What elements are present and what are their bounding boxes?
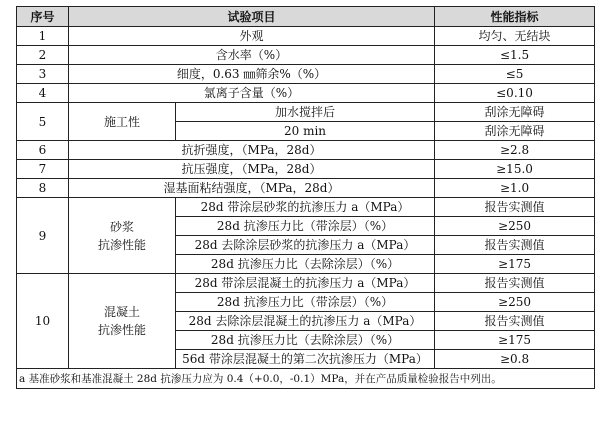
table-row xyxy=(17,198,595,217)
row-value: ≥1.0 xyxy=(435,179,595,198)
sub-item: 28d 去除涂层砂浆的抗渗压力 a（MPa） xyxy=(176,236,435,255)
row-item: 细度，0.63 ㎜筛余%（%） xyxy=(69,65,435,84)
row-item: 含水率（%） xyxy=(69,46,435,65)
table-row xyxy=(17,46,595,65)
table-row xyxy=(17,103,595,122)
sub-item: 加水搅拌后 xyxy=(176,103,435,122)
header-no: 序号 xyxy=(17,7,69,27)
table-row xyxy=(17,84,595,103)
table-row xyxy=(17,27,595,46)
sub-value: ≥175 xyxy=(435,255,595,274)
row-value: ≤1.5 xyxy=(435,46,595,65)
sub-value: 刮涂无障碍 xyxy=(435,103,595,122)
footnote-row xyxy=(17,369,595,389)
row-value: ≤0.10 xyxy=(435,84,595,103)
row-no: 1 xyxy=(17,27,69,46)
row-no: 8 xyxy=(17,179,69,198)
header-item: 试验项目 xyxy=(69,7,435,27)
sub-item: 28d 抗渗压力比（去除涂层）（%） xyxy=(176,331,435,350)
table-row xyxy=(17,179,595,198)
row-no: 9 xyxy=(17,198,69,274)
table-row xyxy=(17,65,595,84)
row-no: 2 xyxy=(17,46,69,65)
sub-value: 刮涂无障碍 xyxy=(435,122,595,141)
row-item: 抗折强度，（MPa，28d） xyxy=(69,141,435,160)
header-row xyxy=(17,7,595,27)
sub-value: 报告实测值 xyxy=(435,274,595,293)
group-label-line2: 抗渗性能 xyxy=(97,323,146,337)
sub-value: 报告实测值 xyxy=(435,312,595,331)
group-label-line1: 砂浆 xyxy=(109,219,134,234)
row-item: 外观 xyxy=(69,27,435,46)
row-no: 10 xyxy=(17,274,69,369)
header-index: 性能指标 xyxy=(435,7,595,27)
row-value: ≥15.0 xyxy=(435,160,595,179)
table-row xyxy=(17,274,595,293)
sub-item: 28d 带涂层混凝土的抗渗压力 a（MPa） xyxy=(176,274,435,293)
row-no: 3 xyxy=(17,65,69,84)
sub-item: 20 min xyxy=(176,122,435,141)
table-row xyxy=(17,141,595,160)
row-value: ≥2.8 xyxy=(435,141,595,160)
sub-value: ≥250 xyxy=(435,217,595,236)
row-no: 5 xyxy=(17,103,69,141)
row-group-label xyxy=(69,274,176,369)
sub-value: ≥175 xyxy=(435,331,595,350)
performance-table xyxy=(16,6,595,389)
row-no: 7 xyxy=(17,160,69,179)
table-row xyxy=(17,160,595,179)
sub-value: 报告实测值 xyxy=(435,198,595,217)
footnote: a 基准砂浆和基准混凝土 28d 抗渗压力应为 0.4（+0.0，-0.1）MPa，并在产品质量检验报告中列出。 xyxy=(17,369,595,389)
row-item: 氯离子含量（%） xyxy=(69,84,435,103)
sub-value: ≥250 xyxy=(435,293,595,312)
group-label-line1: 混凝土 xyxy=(103,305,140,319)
sub-item: 28d 抗渗压力比（带涂层）（%） xyxy=(176,293,435,312)
sub-item: 28d 抗渗压力比（带涂层）（%） xyxy=(176,217,435,236)
group-label-line2: 抗渗性能 xyxy=(97,237,146,252)
row-value: ≤5 xyxy=(435,65,595,84)
sub-value: 报告实测值 xyxy=(435,236,595,255)
row-group-label xyxy=(69,198,176,274)
sub-item: 28d 带涂层砂浆的抗渗压力 a（MPa） xyxy=(176,198,435,217)
row-no: 6 xyxy=(17,141,69,160)
row-group-label: 施工性 xyxy=(69,103,176,141)
sub-item: 56d 带涂层混凝土的第二次抗渗压力（MPa） xyxy=(176,350,435,369)
row-value: 均匀、无结块 xyxy=(435,27,595,46)
row-item: 抗压强度，（MPa，28d） xyxy=(69,160,435,179)
row-no: 4 xyxy=(17,84,69,103)
sub-value: ≥0.8 xyxy=(435,350,595,369)
row-item: 湿基面粘结强度，（MPa，28d） xyxy=(69,179,435,198)
sub-item: 28d 抗渗压力比（去除涂层）（%） xyxy=(176,255,435,274)
sub-item: 28d 去除涂层混凝土的抗渗压力 a（MPa） xyxy=(176,312,435,331)
